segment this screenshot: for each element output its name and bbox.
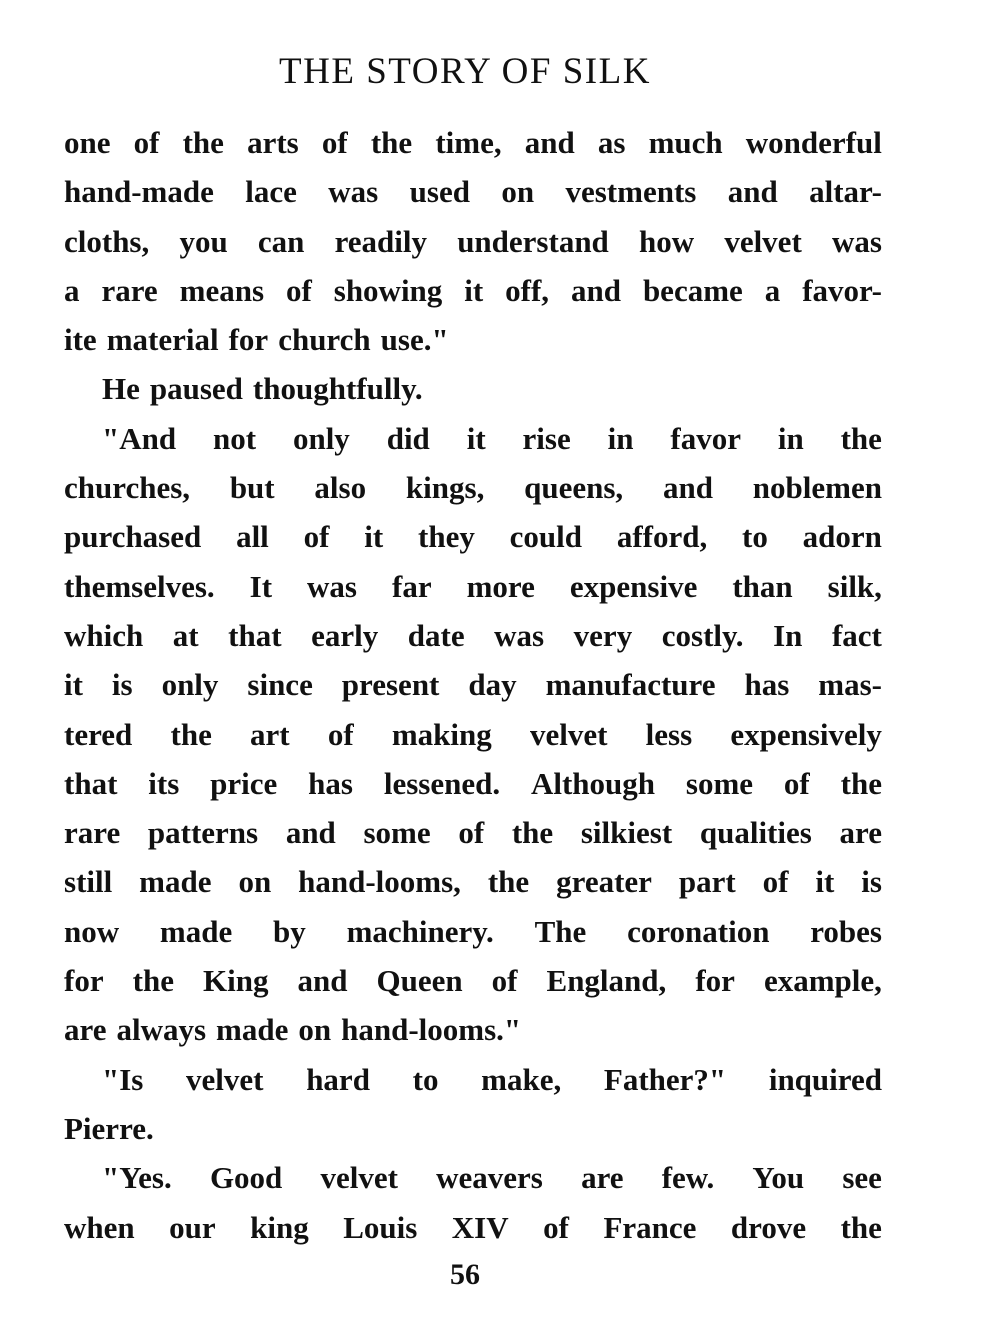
- word: silk,: [827, 568, 882, 604]
- word: queens,: [524, 470, 624, 506]
- word: readily: [334, 223, 427, 259]
- word: how: [638, 223, 695, 259]
- word: of: [327, 716, 354, 752]
- word: one: [64, 125, 111, 160]
- word: in: [777, 420, 804, 456]
- word: made: [159, 913, 233, 949]
- word: is: [861, 864, 882, 900]
- word: "And: [102, 420, 177, 456]
- word: vestments: [565, 174, 697, 210]
- word: lessened.: [383, 765, 501, 801]
- word: less: [645, 716, 693, 752]
- word: example,: [763, 963, 882, 999]
- word: could: [509, 519, 582, 555]
- word: It: [249, 568, 273, 604]
- word: favor-: [802, 272, 882, 308]
- text-line: [64, 562, 882, 611]
- text-line: [64, 1005, 882, 1054]
- word: but: [229, 470, 275, 506]
- word: of: [133, 125, 160, 160]
- word: that: [228, 617, 282, 653]
- word: very: [573, 617, 633, 653]
- word: "Is: [102, 1061, 144, 1097]
- body-text: [64, 118, 882, 1252]
- word: He: [102, 371, 140, 407]
- word: off,: [505, 272, 550, 308]
- word: weavers: [436, 1160, 543, 1196]
- word: "Yes.: [102, 1160, 172, 1196]
- word: the: [511, 815, 554, 851]
- word: hand-looms,: [298, 864, 461, 900]
- word: and: [285, 815, 336, 851]
- word: church: [278, 322, 371, 358]
- word: was: [328, 174, 379, 210]
- word: early: [311, 617, 379, 653]
- word: the: [370, 125, 413, 160]
- word: much: [648, 125, 723, 160]
- word: hard: [306, 1061, 370, 1097]
- word: made: [216, 1012, 289, 1048]
- word: more: [466, 568, 535, 604]
- text-line: [64, 759, 882, 808]
- text-line: [64, 907, 882, 956]
- word: hand-made: [64, 174, 214, 210]
- word: it: [64, 667, 83, 703]
- word: only: [161, 667, 219, 703]
- word: our: [169, 1209, 216, 1245]
- word: The: [534, 913, 587, 949]
- word: silkiest: [580, 815, 673, 851]
- word: see: [842, 1160, 882, 1196]
- word: king: [250, 1209, 309, 1245]
- word: a: [64, 272, 80, 308]
- word: became: [642, 272, 743, 308]
- text-line: [64, 857, 882, 906]
- word: some: [363, 815, 431, 851]
- word: the: [487, 864, 530, 900]
- word: to: [412, 1061, 439, 1097]
- text-line: [64, 266, 882, 315]
- word: for: [64, 963, 104, 999]
- word: means: [179, 272, 265, 308]
- word: has: [308, 765, 353, 801]
- word: velvet: [529, 716, 608, 752]
- word: of: [321, 125, 348, 160]
- word: favor: [670, 420, 741, 456]
- word: manufacture: [545, 667, 716, 703]
- word: XIV: [451, 1209, 509, 1245]
- word: since: [247, 667, 313, 703]
- word: France: [603, 1209, 697, 1245]
- word: was: [494, 617, 545, 653]
- word: some: [685, 765, 754, 801]
- word: of: [303, 519, 330, 555]
- word: costly.: [661, 617, 744, 653]
- word: they: [418, 519, 475, 555]
- word: far: [392, 568, 432, 604]
- word: always: [116, 1012, 207, 1048]
- word: at: [172, 617, 199, 653]
- word: themselves.: [64, 568, 215, 604]
- word: ite: [64, 322, 97, 358]
- word: Father?": [603, 1061, 727, 1097]
- word: Louis: [343, 1209, 418, 1245]
- word: part: [678, 864, 736, 900]
- word: was: [831, 223, 882, 259]
- word: In: [773, 617, 803, 653]
- word: material: [106, 322, 219, 358]
- word: of: [762, 864, 789, 900]
- word: on: [298, 1012, 332, 1048]
- text-line: [64, 956, 882, 1005]
- text-line: [64, 1055, 882, 1104]
- word: showing: [333, 272, 443, 308]
- word: King: [202, 963, 269, 999]
- word: you: [179, 223, 228, 259]
- word: the: [182, 125, 224, 160]
- word: of: [543, 1209, 569, 1245]
- word: use.": [380, 322, 449, 358]
- word: adorn: [802, 519, 882, 555]
- word: rise: [522, 420, 571, 456]
- word: it: [466, 420, 486, 456]
- word: coronation: [627, 913, 770, 949]
- word: of: [285, 272, 312, 308]
- word: and: [297, 963, 348, 999]
- word: kings,: [405, 470, 485, 506]
- word: when: [64, 1209, 135, 1245]
- word: Good: [209, 1160, 283, 1196]
- word: expensively: [730, 716, 882, 752]
- word: it: [364, 519, 384, 555]
- word: still: [64, 864, 113, 900]
- word: to: [742, 519, 768, 555]
- word: paused: [149, 371, 243, 407]
- word: art: [250, 716, 290, 752]
- text-line: [64, 167, 882, 216]
- word: velvet: [320, 1160, 398, 1196]
- word: are: [839, 815, 882, 851]
- word: on: [501, 174, 535, 210]
- word: now: [64, 913, 120, 949]
- word: Queen: [376, 963, 463, 999]
- word: only: [292, 420, 350, 456]
- word: rare: [101, 272, 158, 308]
- word: machinery.: [346, 913, 494, 949]
- word: the: [170, 716, 212, 752]
- word: fact: [831, 617, 882, 653]
- word: robes: [810, 913, 882, 949]
- word: drove: [730, 1209, 807, 1245]
- word: the: [840, 765, 882, 801]
- word: of: [783, 765, 810, 801]
- word: and: [524, 125, 575, 160]
- word: and: [727, 174, 778, 210]
- word: did: [386, 420, 430, 456]
- word: mas-: [818, 667, 882, 703]
- page-number: 56: [450, 1258, 480, 1291]
- word: can: [257, 223, 305, 259]
- word: for: [695, 963, 735, 999]
- word: wonderful: [745, 125, 882, 160]
- text-line: [64, 1104, 882, 1153]
- word: the: [132, 963, 174, 999]
- word: by: [273, 913, 306, 949]
- word: that: [64, 765, 118, 801]
- word: few.: [661, 1160, 715, 1196]
- word: purchased: [64, 519, 202, 555]
- text-line: [64, 463, 882, 512]
- word: was: [307, 568, 357, 604]
- word: lace: [245, 174, 297, 210]
- word: tered: [64, 716, 133, 752]
- word: day: [468, 667, 517, 703]
- word: in: [607, 420, 634, 456]
- word: noblemen: [752, 470, 882, 506]
- word: it: [464, 272, 484, 308]
- word: arts: [247, 125, 299, 160]
- word: has: [744, 667, 790, 703]
- word: qualities: [699, 815, 812, 851]
- word: not: [212, 420, 257, 456]
- word: its: [148, 765, 180, 801]
- word: and: [571, 272, 621, 308]
- word: Although: [530, 765, 656, 801]
- word: patterns: [147, 815, 259, 851]
- word: time,: [435, 125, 502, 160]
- word: than: [732, 568, 793, 604]
- word: afford,: [616, 519, 708, 555]
- word: all: [236, 519, 269, 555]
- word: velvet: [186, 1061, 264, 1097]
- text-line: [64, 217, 882, 266]
- word: inquired: [768, 1061, 882, 1097]
- text-line: [64, 118, 882, 167]
- word: for: [228, 322, 269, 358]
- word: thoughtfully.: [252, 371, 423, 407]
- text-line: [64, 660, 882, 709]
- word: expensive: [569, 568, 698, 604]
- word: a: [764, 272, 781, 308]
- text-line: [64, 315, 882, 364]
- word: date: [407, 617, 465, 653]
- word: present: [341, 667, 440, 703]
- word: You: [752, 1160, 805, 1196]
- text-line: [64, 512, 882, 561]
- word: greater: [556, 864, 652, 900]
- word: velvet: [724, 223, 802, 259]
- word: is: [111, 667, 133, 703]
- text-line: [64, 1203, 882, 1252]
- word: the: [840, 1209, 882, 1245]
- word: of: [458, 815, 485, 851]
- word: are: [64, 1012, 107, 1048]
- word: understand: [457, 223, 609, 259]
- running-head: THE STORY OF SILK: [279, 51, 651, 92]
- word: are: [581, 1160, 624, 1196]
- word: it: [815, 864, 835, 900]
- word: hand-looms.": [341, 1012, 522, 1048]
- word: which: [64, 617, 144, 653]
- word: price: [210, 765, 278, 801]
- text-line: [64, 710, 882, 759]
- word: on: [238, 864, 272, 900]
- word: as: [597, 125, 626, 160]
- word: of: [491, 963, 518, 999]
- word: and: [662, 470, 713, 506]
- word: churches,: [64, 470, 191, 506]
- word: also: [314, 470, 367, 506]
- text-line: [64, 364, 882, 413]
- text-line: [64, 1153, 882, 1202]
- word: make,: [481, 1061, 562, 1097]
- text-line: [64, 611, 882, 660]
- text-line: [64, 414, 882, 463]
- word: rare: [64, 815, 121, 851]
- word: made: [139, 864, 212, 900]
- word: the: [840, 420, 882, 456]
- word: used: [409, 174, 470, 210]
- word: making: [391, 716, 492, 752]
- word: altar-: [809, 174, 882, 210]
- word: England,: [546, 963, 667, 999]
- word: Pierre.: [64, 1110, 154, 1146]
- word: cloths,: [64, 223, 150, 259]
- text-line: [64, 808, 882, 857]
